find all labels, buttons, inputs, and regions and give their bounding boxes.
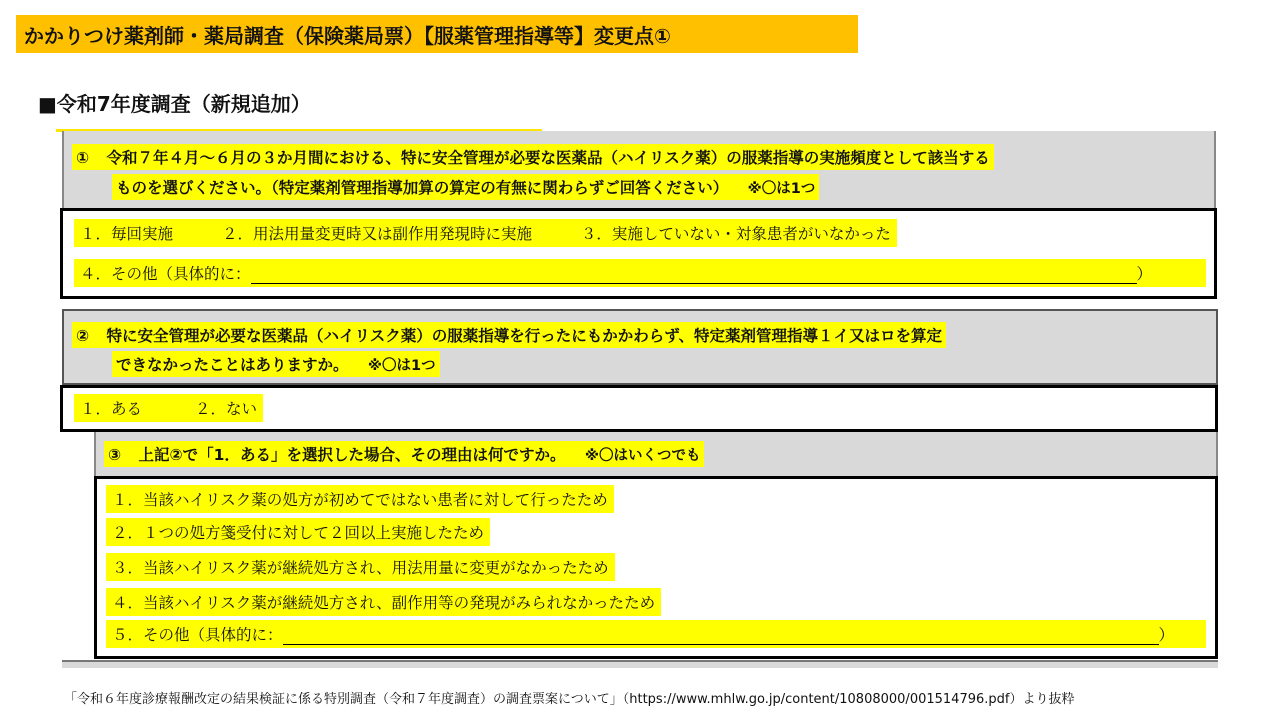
q1-options-row2 — [74, 259, 1206, 287]
title-bar — [16, 15, 858, 53]
q3-option-5-close: ） — [1158, 626, 1175, 644]
q1-option-1[interactable]: １．毎回実施 — [80, 225, 174, 243]
q1-option-3[interactable]: ３．実施していない・対象患者がいなかった — [580, 225, 891, 243]
q3-note: ※〇はいくつでも — [584, 448, 701, 464]
q2-options-row — [74, 394, 263, 422]
q3-other-input-line[interactable] — [283, 628, 1159, 645]
q1-text-line2: ものを選びください。（特定薬剤管理指導加算の算定の有無に関わらずご回答ください） — [116, 179, 729, 197]
q3-question-line — [104, 441, 704, 467]
q1-option-2[interactable]: ２．用法用量変更時又は副作用発現時に実施 — [221, 225, 532, 243]
q3-text-line1: 上記②で「1．ある」を選択した場合、その理由は何ですか。 — [138, 446, 566, 464]
q2-question-line2 — [112, 351, 440, 377]
q1-question-line2 — [112, 174, 819, 200]
q3-options-row5 — [106, 620, 1206, 648]
q1-question-line1 — [72, 144, 994, 170]
q1-other-input-line[interactable] — [251, 267, 1137, 284]
q2-text-line2: できなかったことはありますか。 — [116, 356, 349, 374]
q2-number: ② — [76, 327, 90, 345]
q2-question-line1 — [72, 322, 946, 348]
q2-note: ※〇は1つ — [367, 358, 436, 374]
q2-text-line1: 特に安全管理が必要な医薬品（ハイリスク薬）の服薬指導を行ったにもかかわらず、特定薬剤管理指導１イ又はロを算定 — [106, 327, 942, 345]
section-heading: ■令和7年度調査（新規追加） — [38, 92, 311, 116]
q3-option-3[interactable]: ３．当該ハイリスク薬が継続処方され、用法用量に変更がなかったため — [106, 553, 615, 581]
q3-option-5[interactable]: ５．その他（具体的に： — [112, 626, 283, 644]
page-title: かかりつけ薬剤師・薬局調査（保険薬局票）【服薬管理指導等】変更点① — [24, 24, 671, 48]
q1-option-4[interactable]: ４．その他（具体的に： — [80, 265, 251, 283]
q2-option-2[interactable]: ２．ない — [194, 400, 257, 418]
q1-number: ① — [76, 149, 90, 167]
q3-option-2[interactable]: ２．１つの処方箋受付に対して２回以上実施したため — [106, 518, 490, 546]
q3-number: ③ — [108, 446, 122, 464]
bottom-edge-strip — [62, 660, 1218, 668]
q3-option-4[interactable]: ４．当該ハイリスク薬が継続処方され、副作用等の発現がみられなかったため — [106, 588, 661, 616]
q1-text-line1: 令和７年４月～６月の３か月間における、特に安全管理が必要な医薬品（ハイリスク薬）の服薬指導の実施頻度として該当する — [106, 149, 990, 167]
q1-option-4-close: ） — [1136, 265, 1153, 283]
q3-option-1[interactable]: １．当該ハイリスク薬の処方が初めてではない患者に対して行ったため — [106, 485, 614, 513]
source-citation: 「令和６年度診療報酬改定の結果検証に係る特別調査（令和７年度調査）の調査票案について」（https://www.mhlw.go.jp/content/10808000/001514796.pdf）より抜粋 — [64, 692, 1075, 707]
q1-options-row1 — [74, 219, 897, 247]
q2-option-1[interactable]: １．ある — [80, 400, 143, 418]
q1-note: ※〇は1つ — [747, 181, 816, 197]
